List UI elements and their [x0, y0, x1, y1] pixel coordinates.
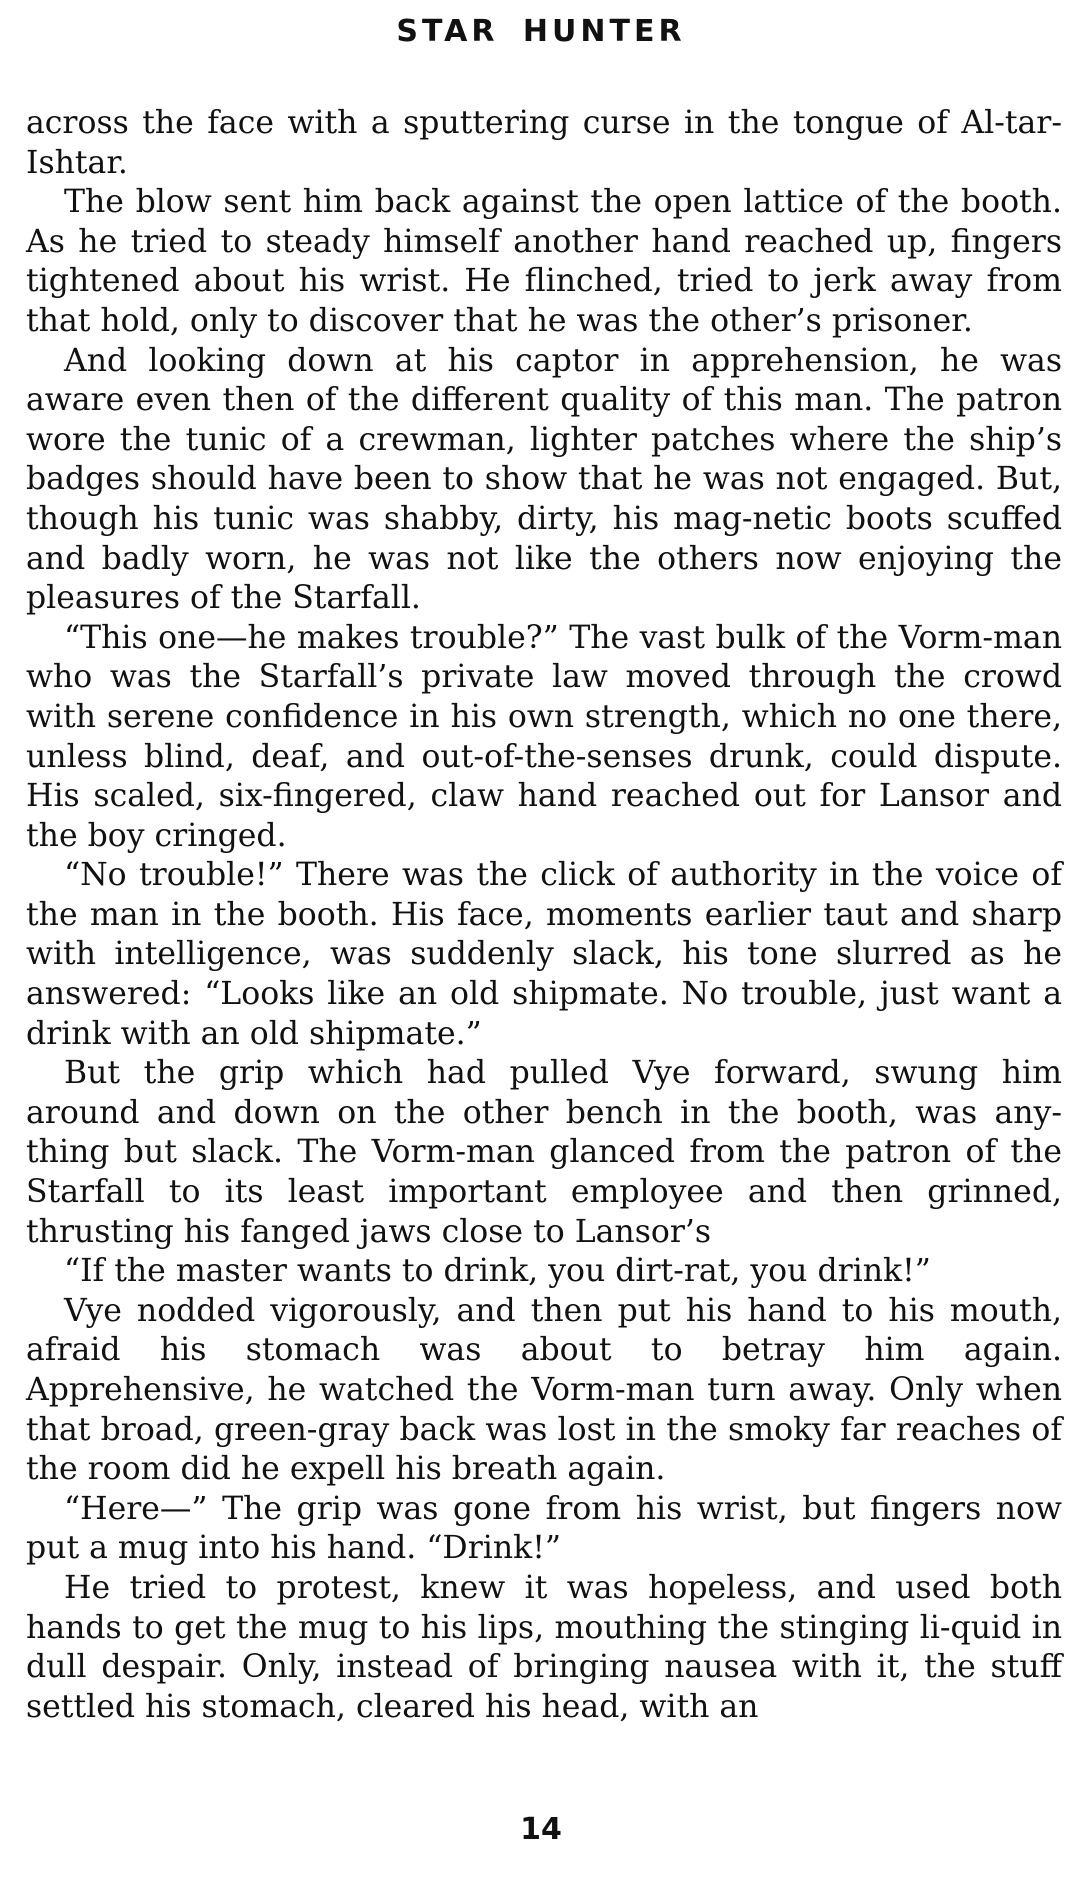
paragraph-3: And looking down at his captor in apprehension, he was aware even then of the different quality of this man. The patron wore the tunic of a crewman, lighter patches where the ship’s badges should have been to show that he was not engaged. But, though his tunic was shabby, dirty, his mag-netic boots scuffed and badly worn, he was not like the others now enjoying the pleasures of the Starfall.	[26, 342, 1062, 617]
paragraph-4: “This one—he makes trouble?” The vast bulk of the Vorm-man who was the Starfall’s private law moved through the crowd with serene confidence in his own strength, which no one there, unless blind, deaf, and out-of-the-senses drunk, could dispute. His scaled, six-fingered, claw hand reached out for Lansor and the boy cringed.	[26, 619, 1062, 854]
paragraph-5: “No trouble!” There was the click of authority in the voice of the man in the booth. His face, moments earlier taut and sharp with intelligence, was suddenly slack, his tone slurred as he answered: “Looks like an old shipmate. No trouble, just want a drink with an old shipmate.”	[26, 857, 1062, 1052]
page-number: 14	[520, 1812, 562, 1847]
paragraph-8: Vye nodded vigorously, and then put his hand to his mouth, afraid his stomach was about to betray him again. Apprehensive, he watched the Vorm-man turn away. Only when that broad, green-gray back was lost in the smoky far reaches of the room did he expell his breath again.	[26, 1292, 1062, 1488]
paragraph-2: The blow sent him back against the open lattice of the booth. As he tried to steady himself another hand reached up, fingers tightened about his wrist. He flinched, tried to jerk away from that hold, only to discover that he was the other’s prisoner.	[26, 184, 1062, 339]
paragraph-6: But the grip which had pulled Vye forward, swung him around and down on the other bench in the booth, was any-thing but slack. The Vorm-man glanced from the patron of the Starfall to its least important employee and then grinned, thrusting his fanged jaws close to Lansor’s	[26, 1055, 1062, 1250]
paragraph-9: “Here—” The grip was gone from his wrist, but fingers now put a mug into his hand. “Drink!”	[26, 1490, 1062, 1567]
paragraph-10: He tried to protest, knew it was hopeless, and used both hands to get the mug to his lips, mouthing the stinging li-quid in dull despair. Only, instead of bringing nausea with it, the stuff settled his stomach, cleared his head, with an	[26, 1569, 1062, 1725]
body-text	[26, 104, 1062, 1727]
running-title: STAR HUNTER	[396, 14, 686, 49]
paragraph-7: “If the master wants to drink, you dirt-rat, you drink!”	[64, 1253, 931, 1290]
paragraph-1: across the face with a sputtering curse in the tongue of Al-tar-Ishtar.	[26, 105, 1062, 181]
